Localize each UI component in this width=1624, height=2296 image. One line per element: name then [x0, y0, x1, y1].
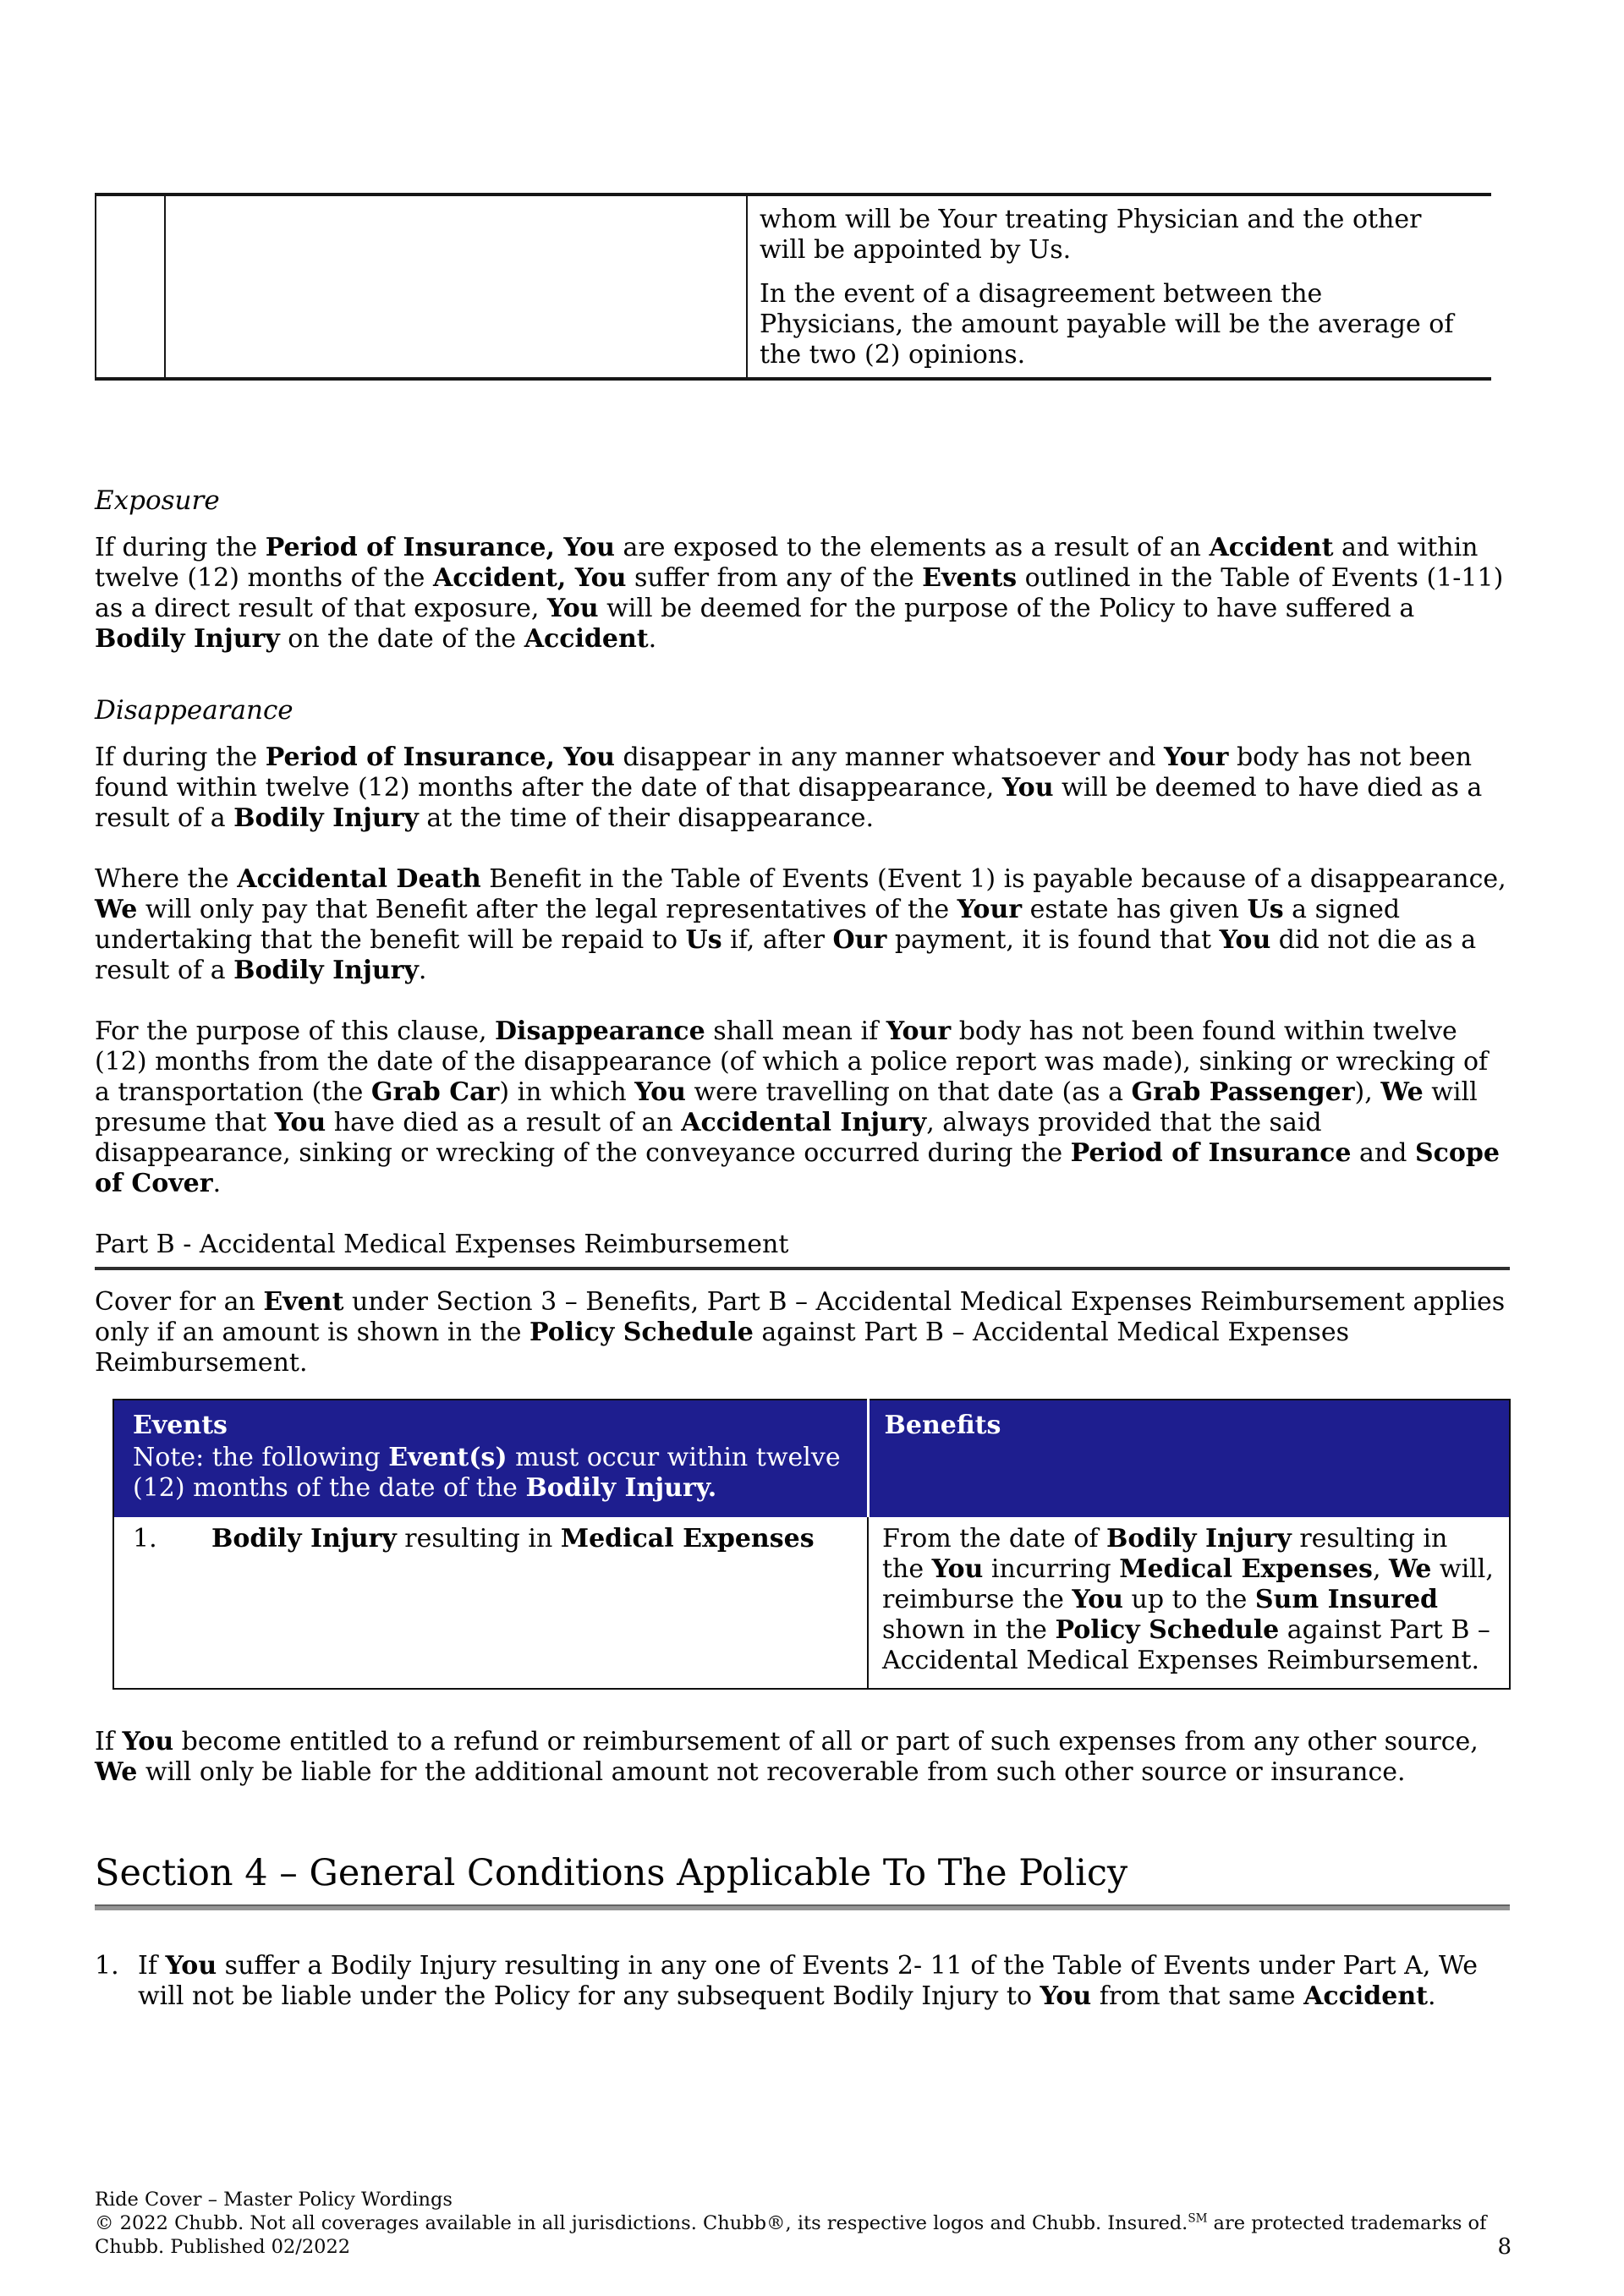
disappearance-heading: Disappearance: [95, 695, 294, 726]
refund-paragraph: If You become entitled to a refund or reimbursement of all or part of such expenses from any other source, We will only be liable for the additional amount not recoverable from such other source or insurance.: [95, 1727, 1479, 1787]
events-header-note: Note: the following Event(s) must occur within twelve (12) months of the date of the Bodily Injury.: [133, 1443, 841, 1503]
condition-number: 1.: [95, 1951, 119, 1981]
page-number: 8: [1497, 2234, 1512, 2260]
event-description: Bodily Injury resulting in Medical Expenses: [211, 1524, 815, 1553]
event-cell: [113, 1517, 868, 1689]
table-row: [96, 195, 1491, 379]
benefit-cell: [868, 1517, 1510, 1689]
events-header-label: Events: [133, 1411, 228, 1440]
benefit-continuation-cell: [747, 195, 1491, 379]
disappearance-paragraph-2: Where the Accidental Death Benefit in the Table of Events (Event 1) is payable because of a disappearance, We will only pay that Benefit after the legal representatives of the Your estate has given Us a signed undertaking that the benefit will be repaid to Us if, after Our payment, it is found that You did not die as a result of a Bodily Injury.: [95, 864, 1506, 985]
condition-text: If You suffer a Bodily Injury resulting in any one of Events 2- 11 of the Table of Events under Part A, We will not be liable under the Policy for any subsequent Bodily Injury to You from that same Accident.: [138, 1951, 1479, 2011]
footer-copyright-line: © 2022 Chubb. Not all coverages available in all jurisdictions. Chubb®, its respective logos and Chubb. Insured.℠ are protected trademarks of: [95, 2211, 1487, 2234]
disappearance-paragraph-3: For the purpose of this clause, Disappearance shall mean if Your body has not been found within twelve (12) months from the date of the disappearance (of which a police report was made), sinking or wrecking of a transportation (the Grab Car) in which You were travelling on that date (as a Grab Passenger), We will presume that You have died as a result of an Accidental Injury, always provided that the said disappearance, sinking or wrecking of the conveyance occurred during the Period of Insurance and Scope of Cover.: [95, 1016, 1500, 1198]
condition-list-item: [95, 1951, 1510, 2012]
footer-published-line: Chubb. Published 02/2022: [95, 2236, 351, 2258]
part-b-intro-paragraph: Cover for an Event under Section 3 – Benefits, Part B – Accidental Medical Expenses Reimbursement applies only if an amount is shown in the Policy Schedule against Part B – Accidental Medical Expenses Reimbursement.: [95, 1287, 1506, 1378]
part-b-heading: Part B - Accidental Medical Expenses Reimbursement: [95, 1230, 1510, 1270]
section4-heading: Section 4 – General Conditions Applicable To The Policy: [95, 1852, 1128, 1894]
benefits-header-cell: [868, 1400, 1510, 1517]
page-footer: [95, 2188, 1512, 2259]
exposure-heading: Exposure: [95, 485, 220, 516]
empty-cell: [96, 195, 165, 379]
cell-paragraph: In the event of a disagreement between the Physicians, the amount payable will be the average of the two (2) opinions.: [760, 279, 1454, 370]
disappearance-paragraph-1: If during the Period of Insurance, You disappear in any manner whatsoever and Your body has not been found within twelve (12) months after the date of that disappearance, You will be deemed to have died as a result of a Bodily Injury at the time of their disappearance.: [95, 743, 1483, 833]
continuation-table: [95, 193, 1491, 381]
table-header-row: [113, 1400, 1510, 1517]
table-row: [113, 1517, 1510, 1689]
footer-document-title: Ride Cover – Master Policy Wordings: [95, 2189, 453, 2211]
section4-divider-rule: [95, 1904, 1510, 1910]
events-header-cell: [113, 1400, 868, 1517]
benefit-description: From the date of Bodily Injury resulting in the You incurring Medical Expenses, We will, reimburse the You up to the Sum Insured shown in the Policy Schedule against Part B – Accidental Medical Expenses Reimbursement.: [882, 1524, 1494, 1675]
event-number: 1.: [133, 1524, 157, 1553]
exposure-paragraph: If during the Period of Insurance, You are exposed to the elements as a result of an Accident and within twelve (12) months of the Accident, You suffer from any of the Events outlined in the Table of Events (1-11) as a direct result of that exposure, You will be deemed for the purpose of the Policy to have suffered a Bodily Injury on the date of the Accident.: [95, 533, 1504, 654]
events-benefits-table: [112, 1399, 1511, 1690]
benefits-header-label: Benefits: [884, 1411, 1001, 1440]
cell-paragraph: whom will be Your treating Physician and the other will be appointed by Us.: [760, 205, 1422, 265]
empty-cell: [165, 195, 747, 379]
